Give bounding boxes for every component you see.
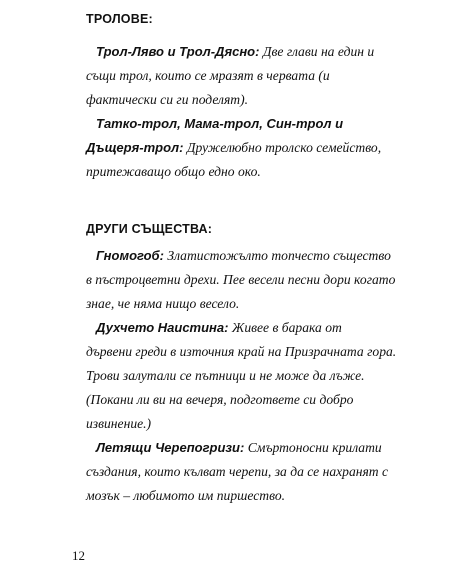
entry-line <box>86 40 396 64</box>
entry-text: Две глави на един и <box>259 44 375 59</box>
entry-line: фактически си ги поделят). <box>86 92 249 107</box>
entry-troll-family <box>86 112 396 184</box>
entry-text: Живее в барака от <box>228 320 342 335</box>
entry-line: Трови залутали се пътници и не може да лъже. <box>86 368 365 383</box>
entry-line: мозък – любимото им пиршество. <box>86 488 286 503</box>
entry-term: Трол-Ляво и Трол-Дясно: <box>96 44 260 59</box>
section-heading-trolls: ТРОЛОВЕ: <box>86 12 153 26</box>
entry-line: в пъстроцветни дрехи. Пее весели песни дори когато <box>86 272 396 287</box>
entry-trol-lyavo-dyasno <box>86 40 396 112</box>
entry-line <box>86 436 396 460</box>
entry-line: знае, че няма нищо весело. <box>86 296 240 311</box>
entry-text: Дружелюбно тролско семейство, <box>183 140 382 155</box>
entry-term: Духчето Наистина: <box>96 320 229 335</box>
entry-term-continued: Дъщеря-трол: <box>86 140 184 155</box>
entry-term-line <box>86 112 396 136</box>
entry-gnomogob <box>86 244 396 316</box>
entry-term: Летящи Черепогризи: <box>96 440 245 455</box>
entry-text: Златистожълто топчесто същество <box>163 248 391 263</box>
entry-line: притежаващо общо едно око. <box>86 164 261 179</box>
page-number: 12 <box>72 548 85 563</box>
entry-letyashti-cherepogrizi <box>86 436 396 508</box>
entry-line: същи трол, които се мразят в червата (и <box>86 68 330 83</box>
section-heading-other-creatures: ДРУГИ СЪЩЕСТВА: <box>86 222 213 236</box>
entry-line <box>86 244 396 268</box>
entry-line <box>86 316 396 340</box>
entry-duhcheto-naistina <box>86 316 396 436</box>
entry-term: Татко-трол, Мама-трол, Син-трол и <box>96 116 344 131</box>
entry-term: Гномогоб: <box>96 248 164 263</box>
entry-line: извинение.) <box>86 416 152 431</box>
entry-line: (Покани ли ви на вечеря, подгответе си добро <box>86 392 354 407</box>
entry-line: дървени греди в източния край на Призрачната гора. <box>86 344 397 359</box>
entry-text: Смъртоносни крилати <box>244 440 382 455</box>
entry-line <box>86 136 396 160</box>
entry-line: създания, които кълват черепи, за да се нахранят с <box>86 464 389 479</box>
